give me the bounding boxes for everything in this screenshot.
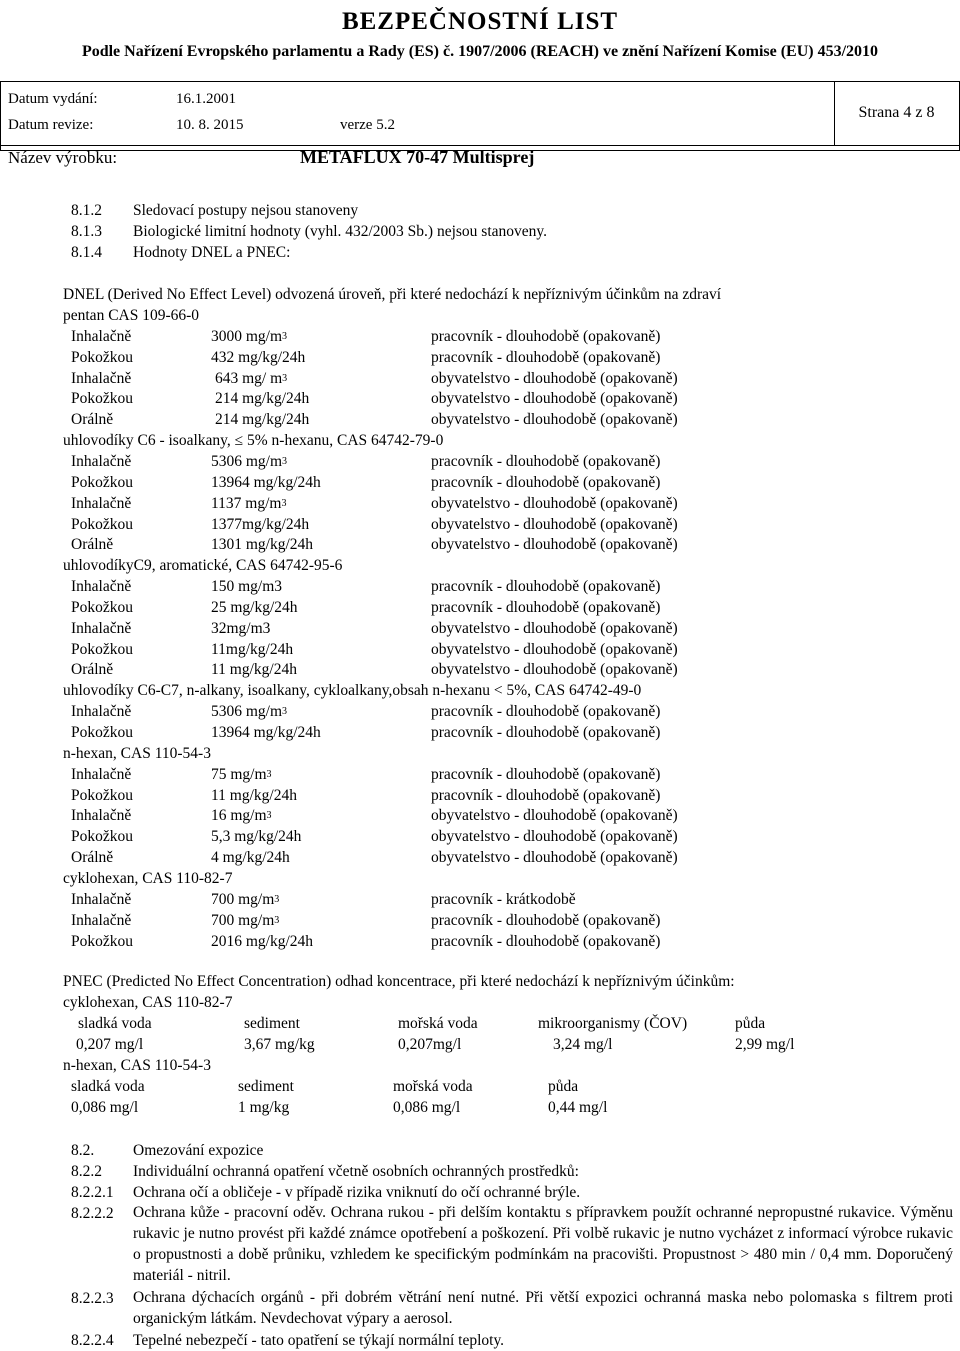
dnel-value-text: 5306 mg/m bbox=[211, 453, 283, 470]
exposure-route: Inhalačně bbox=[71, 766, 132, 783]
exposure-target: pracovník - dlouhodobě (opakovaně) bbox=[431, 766, 661, 783]
dnel-value bbox=[211, 578, 282, 596]
pnec-substance-name: cyklohexan, CAS 110-82-7 bbox=[63, 994, 233, 1011]
dnel-value-text: 432 mg/kg/24h bbox=[211, 349, 306, 366]
section-number: 8.2.2 bbox=[71, 1163, 102, 1180]
pnec-value-cell: 0,207mg/l bbox=[398, 1036, 462, 1053]
exposure-target: obyvatelstvo - dlouhodobě (opakovaně) bbox=[431, 849, 678, 866]
dnel-value bbox=[211, 703, 287, 723]
header-divider bbox=[0, 145, 960, 146]
substance-name: uhlovodíky C6 - isoalkany, ≤ 5% n-hexanu, CAS 64742-79-0 bbox=[63, 432, 444, 449]
superscript: 3 bbox=[274, 894, 280, 905]
pnec-header-cell: půda bbox=[735, 1015, 766, 1032]
document-title: BEZPEČNOSTNÍ LIST bbox=[341, 8, 619, 35]
section-text: Tepelné nebezpečí - tato opatření se týkají normální teploty. bbox=[133, 1332, 505, 1349]
superscript: 3 bbox=[281, 498, 287, 509]
pnec-value-cell: 0,086 mg/l bbox=[393, 1099, 461, 1116]
pnec-value-cell: 0,207 mg/l bbox=[76, 1036, 144, 1053]
dnel-value-text: 13964 mg/kg/24h bbox=[211, 474, 321, 491]
dnel-value bbox=[211, 933, 313, 951]
exposure-route: Pokožkou bbox=[71, 724, 133, 741]
exposure-target: pracovník - dlouhodobě (opakovaně) bbox=[431, 578, 661, 595]
exposure-route: Pokožkou bbox=[71, 390, 133, 407]
dnel-value-text: 700 mg/m bbox=[211, 912, 275, 929]
exposure-target: obyvatelstvo - dlouhodobě (opakovaně) bbox=[431, 620, 678, 637]
dnel-value-text: 25 mg/kg/24h bbox=[211, 599, 298, 616]
dnel-value bbox=[211, 828, 301, 846]
dnel-value-text: 16 mg/m bbox=[211, 807, 267, 824]
pnec-header-cell: sediment bbox=[244, 1015, 300, 1032]
section-paragraph: Ochrana dýchacích orgánů - při dobrém větrání není nutné. Při větší expozici ochranná maska nebo polomaska s filtrem proti organickým látkám. Nevdechovat výpary a aerosol. bbox=[133, 1289, 953, 1327]
dnel-value bbox=[211, 641, 293, 659]
pnec-header-cell: sladká voda bbox=[71, 1078, 145, 1095]
pnec-value-cell: 3,24 mg/l bbox=[553, 1036, 613, 1053]
dnel-value bbox=[211, 849, 290, 867]
exposure-route: Pokožkou bbox=[71, 599, 133, 616]
dnel-value bbox=[211, 891, 279, 911]
section-text: Ochrana očí a obličeje - v případě rizika vniknutí do očí ochranné brýle. bbox=[133, 1184, 581, 1201]
exposure-route: Pokožkou bbox=[71, 516, 133, 533]
section-heading: Biologické limitní hodnoty (vyhl. 432/2003 Sb.) nejsou stanoveny. bbox=[133, 223, 548, 240]
section-number: 8.1.2 bbox=[71, 202, 102, 219]
section-number: 8.1.3 bbox=[71, 223, 102, 240]
issue-date: 16.1.2001 bbox=[176, 91, 236, 107]
exposure-target: obyvatelstvo - dlouhodobě (opakovaně) bbox=[431, 641, 678, 658]
superscript: 3 bbox=[282, 706, 288, 717]
dnel-value bbox=[211, 912, 279, 932]
dnel-value bbox=[215, 370, 287, 390]
dnel-value bbox=[211, 495, 286, 515]
dnel-value bbox=[215, 390, 309, 408]
dnel-value-text: 2016 mg/kg/24h bbox=[211, 933, 314, 950]
dnel-value-text: 1301 mg/kg/24h bbox=[211, 536, 314, 553]
dnel-value-text: 11 mg/kg/24h bbox=[211, 787, 297, 804]
section-number: 8.2.2.2 bbox=[71, 1205, 114, 1222]
pnec-substance-name: n-hexan, CAS 110-54-3 bbox=[63, 1057, 211, 1074]
page-number: Strana 4 z 8 bbox=[858, 104, 935, 121]
dnel-value bbox=[211, 620, 270, 638]
pnec-value-cell: 3,67 mg/kg bbox=[244, 1036, 315, 1053]
exposure-target: pracovník - dlouhodobě (opakovaně) bbox=[431, 703, 661, 720]
exposure-target: obyvatelstvo - dlouhodobě (opakovaně) bbox=[431, 807, 678, 824]
exposure-target: obyvatelstvo - dlouhodobě (opakovaně) bbox=[431, 370, 678, 387]
exposure-route: Orálně bbox=[71, 411, 114, 428]
dnel-value-text: 700 mg/m bbox=[211, 891, 275, 908]
regulation-subtitle: Podle Nařízení Evropského parlamentu a Rady (ES) č. 1907/2006 (REACH) ve znění Nařízení Komise (EU) 453/2010 bbox=[81, 43, 879, 60]
exposure-target: obyvatelstvo - dlouhodobě (opakovaně) bbox=[431, 828, 678, 845]
dnel-value bbox=[211, 453, 287, 473]
dnel-intro: DNEL (Derived No Effect Level) odvozená úroveň, při které nedochází k nepříznivým účinkům na zdraví bbox=[63, 286, 722, 303]
exposure-target: pracovník - dlouhodobě (opakovaně) bbox=[431, 328, 661, 345]
superscript: 3 bbox=[282, 373, 288, 384]
dnel-value-text: 214 mg/kg/24h bbox=[215, 390, 310, 407]
exposure-target: obyvatelstvo - dlouhodobě (opakovaně) bbox=[431, 536, 678, 553]
exposure-target: pracovník - dlouhodobě (opakovaně) bbox=[431, 787, 661, 804]
exposure-route: Pokožkou bbox=[71, 349, 133, 366]
dnel-value bbox=[211, 349, 305, 367]
section-number: 8.2.2.3 bbox=[71, 1290, 114, 1307]
exposure-target: pracovník - dlouhodobě (opakovaně) bbox=[431, 349, 661, 366]
dnel-value bbox=[211, 536, 313, 554]
superscript: 3 bbox=[266, 769, 272, 780]
pnec-value-cell: 1 mg/kg bbox=[238, 1099, 290, 1116]
exposure-route: Inhalačně bbox=[71, 370, 132, 387]
dnel-value-text: 5306 mg/m bbox=[211, 703, 283, 720]
exposure-route: Pokožkou bbox=[71, 474, 133, 491]
section-number: 8.1.4 bbox=[71, 244, 102, 261]
dnel-value bbox=[211, 766, 272, 786]
exposure-route: Inhalačně bbox=[71, 620, 132, 637]
pnec-header-cell: mikroorganismy (ČOV) bbox=[538, 1015, 688, 1032]
section-heading: Omezování expozice bbox=[133, 1142, 264, 1159]
exposure-route: Inhalačně bbox=[71, 495, 132, 512]
dnel-value-text: 643 mg/ m bbox=[215, 370, 283, 387]
exposure-route: Inhalačně bbox=[71, 328, 132, 345]
dnel-value-text: 3000 mg/m bbox=[211, 328, 283, 345]
exposure-target: pracovník - dlouhodobě (opakovaně) bbox=[431, 912, 661, 929]
dnel-value bbox=[211, 474, 321, 492]
dnel-value bbox=[211, 724, 321, 742]
pnec-header-cell: mořská voda bbox=[398, 1015, 478, 1032]
exposure-route: Pokožkou bbox=[71, 641, 133, 658]
exposure-target: pracovník - dlouhodobě (opakovaně) bbox=[431, 474, 661, 491]
issue-date-label: Datum vydání: bbox=[8, 91, 98, 107]
dnel-value bbox=[211, 807, 272, 827]
pnec-value-cell: 2,99 mg/l bbox=[735, 1036, 795, 1053]
exposure-route: Orálně bbox=[71, 536, 114, 553]
dnel-value-text: 1137 mg/m bbox=[211, 495, 282, 512]
dnel-value-text: 150 mg/m3 bbox=[211, 578, 283, 595]
pnec-intro: PNEC (Predicted No Effect Concentration) odhad koncentrace, při které nedochází k nepříznivým účinkům: bbox=[63, 973, 735, 990]
dnel-value bbox=[215, 411, 309, 429]
dnel-value bbox=[211, 328, 287, 348]
superscript: 3 bbox=[282, 331, 288, 342]
pnec-header-cell: mořská voda bbox=[393, 1078, 473, 1095]
dnel-value-text: 4 mg/kg/24h bbox=[211, 849, 290, 866]
superscript: 3 bbox=[282, 456, 288, 467]
section-paragraph: Ochrana kůže - pracovní oděv. Ochrana rukou - při delším kontaktu s přípravkem použít ochranné nepropustné rukavice. Výměnu rukavic je nutno provést při každé známce opotřebení a poškození. Při volbě rukavic je nutno vycházet z informací výrobce rukavic o propustnosti a době průniku, vzhledem ke specifickým podmínkám na pracovišti. Propustnost > 480 min / 0,4 mm. Doporučený materiál - nitril. bbox=[133, 1204, 953, 1284]
pnec-header-cell: sediment bbox=[238, 1078, 294, 1095]
dnel-value-text: 75 mg/m bbox=[211, 766, 267, 783]
dnel-value-text: 13964 mg/kg/24h bbox=[211, 724, 321, 741]
exposure-route: Inhalačně bbox=[71, 703, 132, 720]
exposure-route: Inhalačně bbox=[71, 453, 132, 470]
substance-name: cyklohexan, CAS 110-82-7 bbox=[63, 870, 233, 887]
dnel-value-text: 214 mg/kg/24h bbox=[215, 411, 310, 428]
exposure-target: obyvatelstvo - dlouhodobě (opakovaně) bbox=[431, 390, 678, 407]
pnec-header-cell: půda bbox=[548, 1078, 579, 1095]
substance-name: pentan CAS 109-66-0 bbox=[63, 307, 200, 324]
exposure-route: Pokožkou bbox=[71, 933, 133, 950]
exposure-target: pracovník - dlouhodobě (opakovaně) bbox=[431, 453, 661, 470]
product-name: METAFLUX 70-47 Multisprej bbox=[300, 147, 535, 167]
superscript: 3 bbox=[266, 810, 272, 821]
pnec-value-cell: 0,086 mg/l bbox=[71, 1099, 139, 1116]
exposure-route: Orálně bbox=[71, 849, 114, 866]
section-number: 8.2.2.1 bbox=[71, 1184, 114, 1201]
exposure-target: obyvatelstvo - dlouhodobě (opakovaně) bbox=[431, 661, 678, 678]
section-heading: Sledovací postupy nejsou stanoveny bbox=[133, 202, 359, 219]
dnel-value bbox=[211, 787, 297, 805]
section-number: 8.2.2.4 bbox=[71, 1332, 114, 1349]
exposure-route: Pokožkou bbox=[71, 787, 133, 804]
dnel-value-text: 11mg/kg/24h bbox=[211, 641, 294, 658]
exposure-target: pracovník - dlouhodobě (opakovaně) bbox=[431, 933, 661, 950]
product-name-label: Název výrobku: bbox=[8, 148, 118, 167]
exposure-route: Inhalačně bbox=[71, 807, 132, 824]
pnec-header-cell: sladká voda bbox=[78, 1015, 152, 1032]
section-number: 8.2. bbox=[71, 1142, 95, 1159]
exposure-route: Inhalačně bbox=[71, 912, 132, 929]
substance-name: uhlovodíky C6-C7, n-alkany, isoalkany, cykloalkany,obsah n-hexanu < 5%, CAS 64742-49-0 bbox=[63, 682, 642, 699]
exposure-target: obyvatelstvo - dlouhodobě (opakovaně) bbox=[431, 411, 678, 428]
dnel-value bbox=[211, 599, 298, 617]
revision-date: 10. 8. 2015 bbox=[176, 117, 244, 133]
dnel-value-text: 1377mg/kg/24h bbox=[211, 516, 310, 533]
substance-name: uhlovodíkyC9, aromatické, CAS 64742-95-6 bbox=[63, 557, 343, 574]
dnel-value-text: 11 mg/kg/24h bbox=[211, 661, 297, 678]
exposure-route: Inhalačně bbox=[71, 891, 132, 908]
dnel-value-text: 5,3 mg/kg/24h bbox=[211, 828, 302, 845]
dnel-value-text: 32mg/m3 bbox=[211, 620, 271, 637]
exposure-route: Pokožkou bbox=[71, 828, 133, 845]
superscript: 3 bbox=[274, 915, 280, 926]
version: verze 5.2 bbox=[340, 117, 395, 133]
revision-date-label: Datum revize: bbox=[8, 117, 94, 133]
header-box bbox=[0, 81, 960, 151]
exposure-target: pracovník - krátkodobě bbox=[431, 891, 576, 908]
dnel-value bbox=[211, 516, 309, 534]
dnel-value bbox=[211, 661, 297, 679]
section-heading: Individuální ochranná opatření včetně osobních ochranných prostředků: bbox=[133, 1163, 579, 1180]
exposure-target: obyvatelstvo - dlouhodobě (opakovaně) bbox=[431, 516, 678, 533]
exposure-target: pracovník - dlouhodobě (opakovaně) bbox=[431, 724, 661, 741]
exposure-target: obyvatelstvo - dlouhodobě (opakovaně) bbox=[431, 495, 678, 512]
exposure-route: Inhalačně bbox=[71, 578, 132, 595]
substance-name: n-hexan, CAS 110-54-3 bbox=[63, 745, 211, 762]
section-heading: Hodnoty DNEL a PNEC: bbox=[133, 244, 291, 261]
pnec-value-cell: 0,44 mg/l bbox=[548, 1099, 608, 1116]
exposure-target: pracovník - dlouhodobě (opakovaně) bbox=[431, 599, 661, 616]
exposure-route: Orálně bbox=[71, 661, 114, 678]
